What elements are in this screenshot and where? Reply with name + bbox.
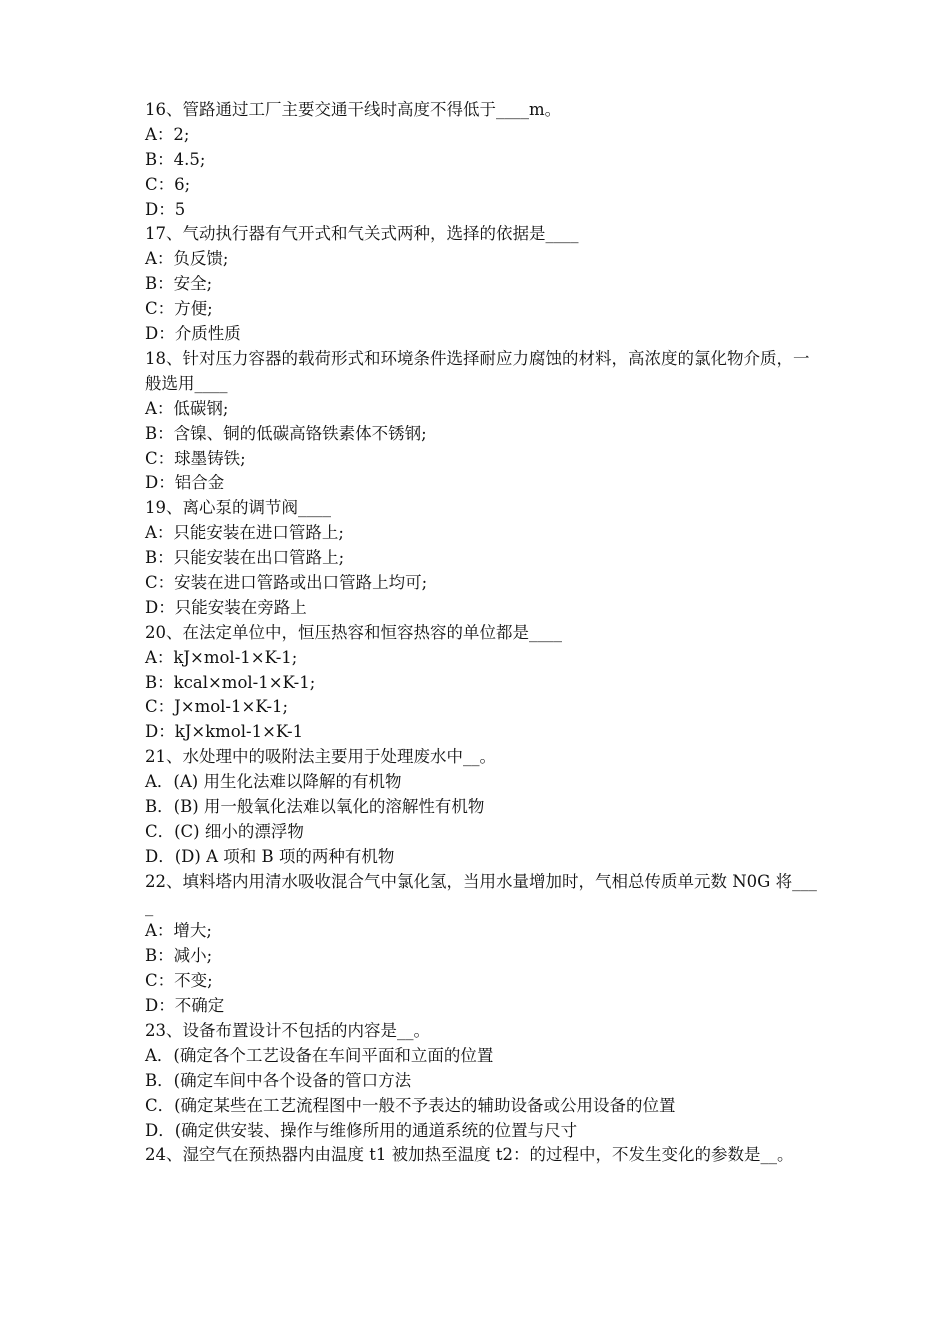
question-stem: 21、水处理中的吸附法主要用于处理废水中__。 (145, 747, 496, 767)
question-24 (145, 1143, 820, 1168)
option-c: C．(确定某些在工艺流程图中一般不予表达的辅助设备或公用设备的位置 (145, 1095, 676, 1115)
option-c: C：J×mol-1×K-1; (145, 697, 289, 717)
question-stem: 23、设备布置设计不包括的内容是__。 (145, 1021, 430, 1041)
question-stem: 20、在法定单位中，恒压热容和恒容热容的单位都是____ (145, 622, 562, 642)
question-20 (145, 621, 820, 745)
option-a: A：2; (145, 124, 190, 144)
question-17 (145, 222, 820, 346)
option-a: A：负反馈; (145, 249, 229, 269)
option-b: B：kcal×mol-1×K-1; (145, 672, 316, 692)
question-23 (145, 1019, 820, 1143)
option-a: A：低碳钢; (145, 398, 229, 418)
option-c: C：安装在进口管路或出口管路上均可; (145, 572, 428, 592)
question-stem: 18、针对压力容器的载荷形式和环境条件选择耐应力腐蚀的材料，高浓度的氯化物介质，一般选用____ (145, 348, 810, 393)
option-d: D：铝合金 (145, 473, 225, 493)
option-b: B：只能安装在出口管路上; (145, 548, 345, 568)
question-stem: 17、气动执行器有气开式和气关式两种，选择的依据是____ (145, 224, 579, 244)
option-b: B：减小; (145, 946, 213, 966)
option-c: C：6; (145, 174, 191, 194)
question-16 (145, 98, 820, 222)
option-d: D：只能安装在旁路上 (145, 597, 307, 617)
option-b: B．(B) 用一般氧化法难以氧化的溶解性有机物 (145, 796, 485, 816)
question-list (145, 98, 820, 1168)
option-a: A．(A) 用生化法难以降解的有机物 (145, 772, 402, 792)
option-a: A．(确定各个工艺设备在车间平面和立面的位置 (145, 1045, 494, 1065)
option-d: D．(D) A 项和 B 项的两种有机物 (145, 846, 395, 866)
option-c: C．(C) 细小的漂浮物 (145, 821, 304, 841)
option-c: C：球墨铸铁; (145, 448, 246, 468)
question-stem: 16、管路通过工厂主要交通干线时高度不得低于____m。 (145, 100, 562, 119)
question-21 (145, 745, 820, 869)
option-b: B．(确定车间中各个设备的管口方法 (145, 1070, 412, 1090)
option-b: B：4.5; (145, 149, 206, 169)
question-22 (145, 870, 820, 1019)
option-c: C：不变; (145, 971, 213, 991)
question-stem: 24、湿空气在预热器内由温度 t1 被加热至温度 t2：的过程中，不发生变化的参数是__。 (145, 1145, 794, 1165)
option-b: B：含镍、铜的低碳高铬铁素体不锈钢; (145, 423, 427, 443)
option-d: D．(确定供安装、操作与维修所用的通道系统的位置与尺寸 (145, 1120, 578, 1140)
option-c: C：方便; (145, 299, 213, 319)
question-stem: 22、填料塔内用清水吸收混合气中氯化氢，当用水量增加时，气相总传质单元数 N0G 将____ (145, 871, 817, 916)
option-a: A：增大; (145, 921, 212, 941)
question-stem: 19、离心泵的调节阀____ (145, 498, 331, 518)
option-d: D：不确定 (145, 996, 225, 1016)
question-18 (145, 347, 820, 496)
question-19 (145, 496, 820, 620)
option-d: D：5 (145, 199, 186, 219)
option-a: A：kJ×mol-1×K-1; (145, 647, 298, 667)
option-d: D：介质性质 (145, 324, 241, 344)
option-b: B：安全; (145, 274, 213, 294)
option-a: A：只能安装在进口管路上; (145, 523, 344, 543)
option-d: D：kJ×kmol-1×K-1 (145, 722, 304, 742)
